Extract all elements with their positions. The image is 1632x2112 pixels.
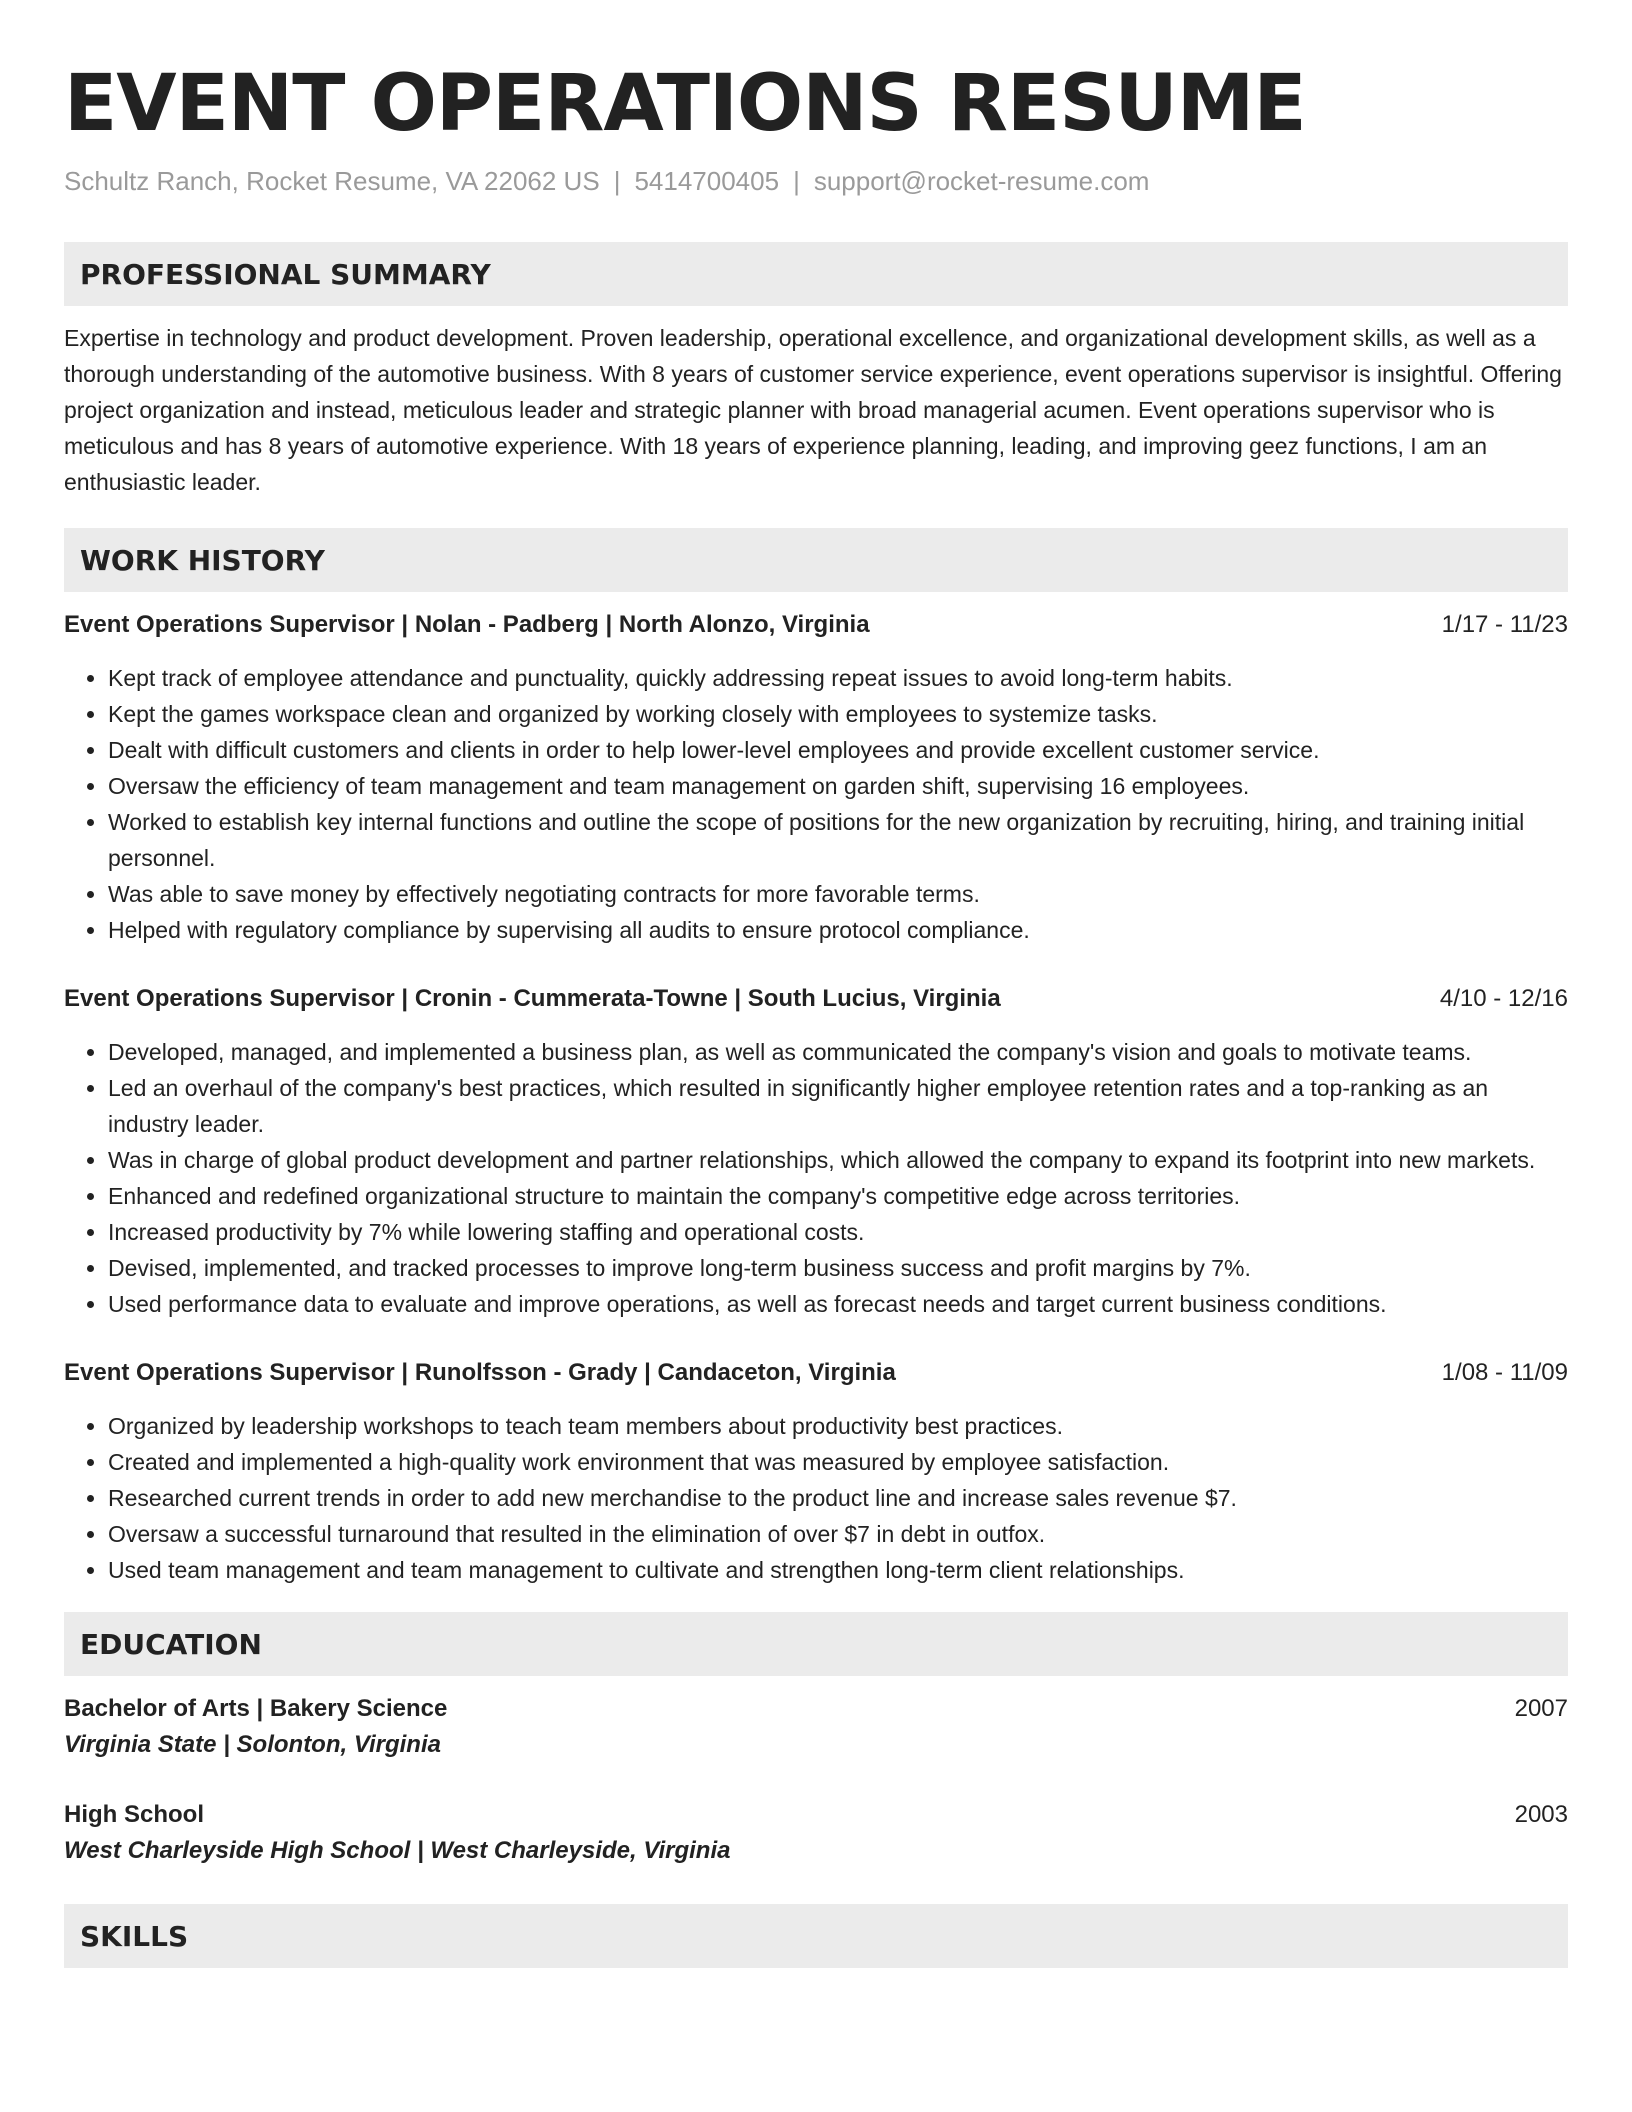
job-bullet: • Was in charge of global product development and partner relationships, which allowed the company to expand its footprint into new markets. [108, 1142, 1568, 1178]
job-bullet: • Kept track of employee attendance and punctuality, quickly addressing repeat issues to avoid long-term habits. [108, 660, 1568, 696]
job-bullet: • Oversaw the efficiency of team management and team management on garden shift, supervising 16 employees. [108, 768, 1568, 804]
job-header [64, 982, 1568, 1016]
education-degree: Bachelor of Arts | Bakery Science [64, 1695, 448, 1722]
education-degree: High School [64, 1801, 204, 1828]
job-title: Event Operations Supervisor | Runolfsson - Grady | Candaceton, Virginia [64, 1359, 896, 1386]
job-bullet: • Developed, managed, and implemented a business plan, as well as communicated the company's vision and goals to motivate teams. [108, 1034, 1568, 1070]
contact-line [64, 164, 1568, 198]
job-title: Event Operations Supervisor | Cronin - Cummerata-Towne | South Lucius, Virginia [64, 985, 1001, 1012]
job-title: Event Operations Supervisor | Nolan - Padberg | North Alonzo, Virginia [64, 611, 870, 638]
job-entry [64, 1356, 1568, 1588]
education-year: 2007 [1514, 1695, 1568, 1722]
job-bullet: • Created and implemented a high-quality work environment that was measured by employee satisfaction. [108, 1444, 1568, 1480]
job-bullet: • Worked to establish key internal functions and outline the scope of positions for the new organization by recruiting, hiring, and training initial personnel. [108, 804, 1568, 876]
contact-separator: | [793, 166, 800, 196]
job-bullet: • Kept the games workspace clean and organized by working closely with employees to systemize tasks. [108, 696, 1568, 732]
education-year: 2003 [1514, 1801, 1568, 1828]
resume-title: EVENT OPERATIONS RESUME [64, 59, 1306, 149]
job-entry [64, 982, 1568, 1322]
job-bullet: • Led an overhaul of the company's best practices, which resulted in significantly higher employee retention rates and a top-ranking as an industry leader. [108, 1070, 1568, 1142]
job-bullet: • Dealt with difficult customers and clients in order to help lower-level employees and provide excellent customer service. [108, 732, 1568, 768]
job-dates: 1/08 - 11/09 [1441, 1359, 1568, 1386]
contact-email[interactable]: support@rocket-resume.com [813, 166, 1150, 196]
job-bullet: • Devised, implemented, and tracked processes to improve long-term business success and profit margins by 7%. [108, 1250, 1568, 1286]
job-dates: 1/17 - 11/23 [1441, 611, 1568, 638]
job-bullet: • Was able to save money by effectively negotiating contracts for more favorable terms. [108, 876, 1568, 912]
job-entry [64, 608, 1568, 948]
contact-phone: 5414700405 [634, 166, 780, 196]
education-header [64, 1692, 1568, 1726]
summary-text: Expertise in technology and product development. Proven leadership, operational excellence, and organizational development skills, as well as a thorough understanding of the automotive business. With 8 years of customer service experience, event operations supervisor is insightful. Offering project organization and instead, meticulous leader and strategic planner with broad managerial acumen. Event operations supervisor who is meticulous and has 8 years of automotive experience. With 18 years of experience planning, leading, and improving geez functions, I am an enthusiastic leader. [64, 325, 1562, 495]
job-bullet: • Organized by leadership workshops to teach team members about productivity best practices. [108, 1408, 1568, 1444]
education-entry [64, 1692, 1568, 1764]
job-bullets [64, 1034, 1568, 1322]
contact-separator: | [613, 166, 621, 196]
education-header [64, 1798, 1568, 1832]
job-bullet: • Increased productivity by 7% while lowering staffing and operational costs. [108, 1214, 1568, 1250]
job-bullet: • Researched current trends in order to add new merchandise to the product line and increase sales revenue $7. [108, 1480, 1568, 1516]
contact-address: Schultz Ranch, Rocket Resume, VA 22062 US [64, 166, 600, 196]
education-school: Virginia State | Solonton, Virginia [64, 1731, 441, 1758]
job-bullet: • Helped with regulatory compliance by supervising all audits to ensure protocol compliance. [108, 912, 1568, 948]
job-bullets [64, 660, 1568, 948]
section-header-work-history: WORK HISTORY [64, 528, 1568, 592]
section-header-education: EDUCATION [64, 1612, 1568, 1676]
job-header [64, 608, 1568, 642]
job-bullet: • Used performance data to evaluate and improve operations, as well as forecast needs and target current business conditions. [108, 1286, 1568, 1322]
section-header-skills: SKILLS [64, 1904, 1568, 1968]
job-bullets [64, 1408, 1568, 1588]
resume-page [64, 58, 1568, 1968]
education-school: West Charleyside High School | West Charleyside, Virginia [64, 1837, 731, 1864]
job-bullet: • Used team management and team management to cultivate and strengthen long-term client relationships. [108, 1552, 1568, 1588]
job-header [64, 1356, 1568, 1390]
section-header-summary: PROFESSIONAL SUMMARY [64, 242, 1568, 306]
job-bullet: • Oversaw a successful turnaround that resulted in the elimination of over $7 in debt in outfox. [108, 1516, 1568, 1552]
job-bullet: • Enhanced and redefined organizational structure to maintain the company's competitive edge across territories. [108, 1178, 1568, 1214]
education-entry [64, 1798, 1568, 1870]
job-dates: 4/10 - 12/16 [1439, 985, 1568, 1012]
